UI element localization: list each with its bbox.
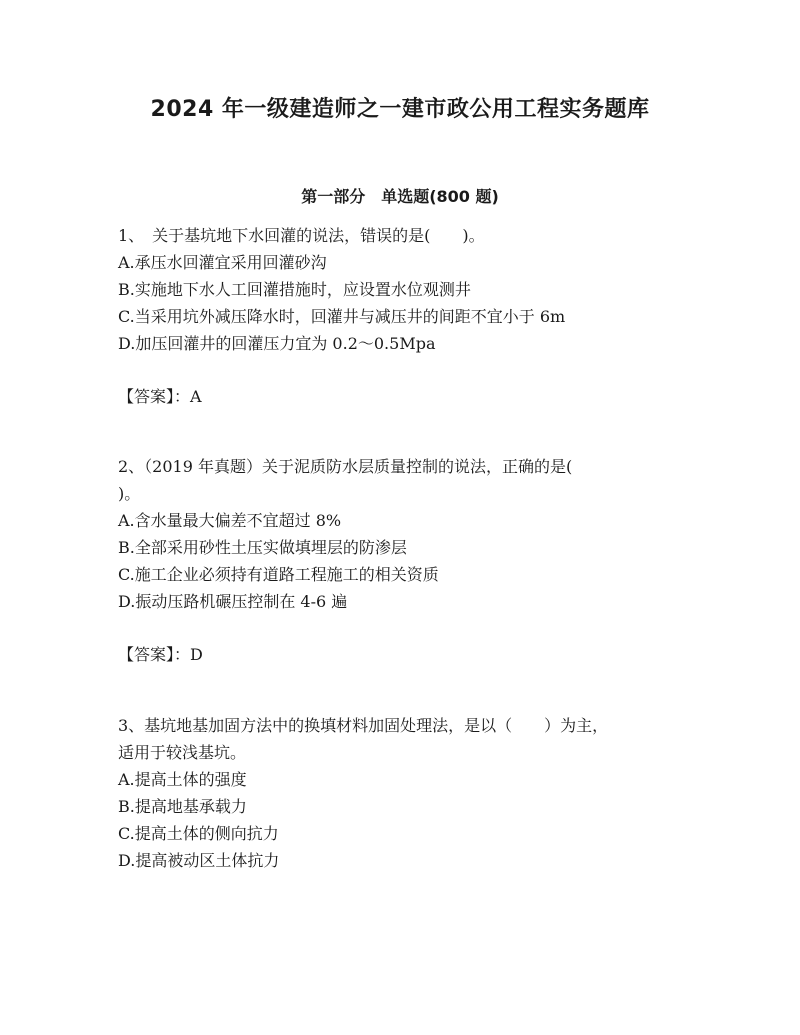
- option-c: C.施工企业必须持有道路工程施工的相关资质: [118, 565, 439, 584]
- option-d: D.提高被动区土体抗力: [118, 851, 280, 870]
- option-c: C.提高土体的侧向抗力: [118, 824, 279, 843]
- page-title: 2024 年一级建造师之一建市政公用工程实务题库: [150, 97, 650, 122]
- option-d: D.振动压路机碾压控制在 4-6 遍: [118, 592, 348, 611]
- option-a: A.提高土体的强度: [118, 770, 247, 789]
- answer-label: 【答案】：A: [118, 387, 202, 406]
- option-b: B.实施地下水人工回灌措施时，应设置水位观测井: [118, 280, 471, 299]
- section-heading: 第一部分 单选题(800 题): [301, 187, 499, 206]
- question-stem-continued: 适用于较浅基坑。: [118, 743, 247, 762]
- option-b: B.提高地基承载力: [118, 797, 247, 816]
- question-stem: 3、基坑地基加固方法中的换填材料加固处理法，是以（ ）为主，: [118, 716, 609, 735]
- option-b: B.全部采用砂性土压实做填埋层的防渗层: [118, 538, 407, 557]
- option-a: A.承压水回灌宜采用回灌砂沟: [118, 253, 327, 272]
- option-a: A.含水量最大偏差不宜超过 8%: [118, 511, 342, 530]
- option-c: C.当采用坑外减压降水时，回灌井与减压井的间距不宜小于 6m: [118, 307, 566, 326]
- question-1: [118, 222, 688, 410]
- answer-label: 【答案】：D: [118, 645, 203, 664]
- question-2: [118, 453, 688, 668]
- question-stem-continued: )。: [118, 484, 141, 503]
- question-3: [118, 712, 688, 874]
- option-d: D.加压回灌井的回灌压力宜为 0.2～0.5Mpa: [118, 334, 436, 353]
- question-stem: 2、（2019 年真题）关于泥质防水层质量控制的说法，正确的是(: [118, 457, 573, 476]
- question-stem: 1、 关于基坑地下水回灌的说法，错误的是( )。: [118, 226, 485, 245]
